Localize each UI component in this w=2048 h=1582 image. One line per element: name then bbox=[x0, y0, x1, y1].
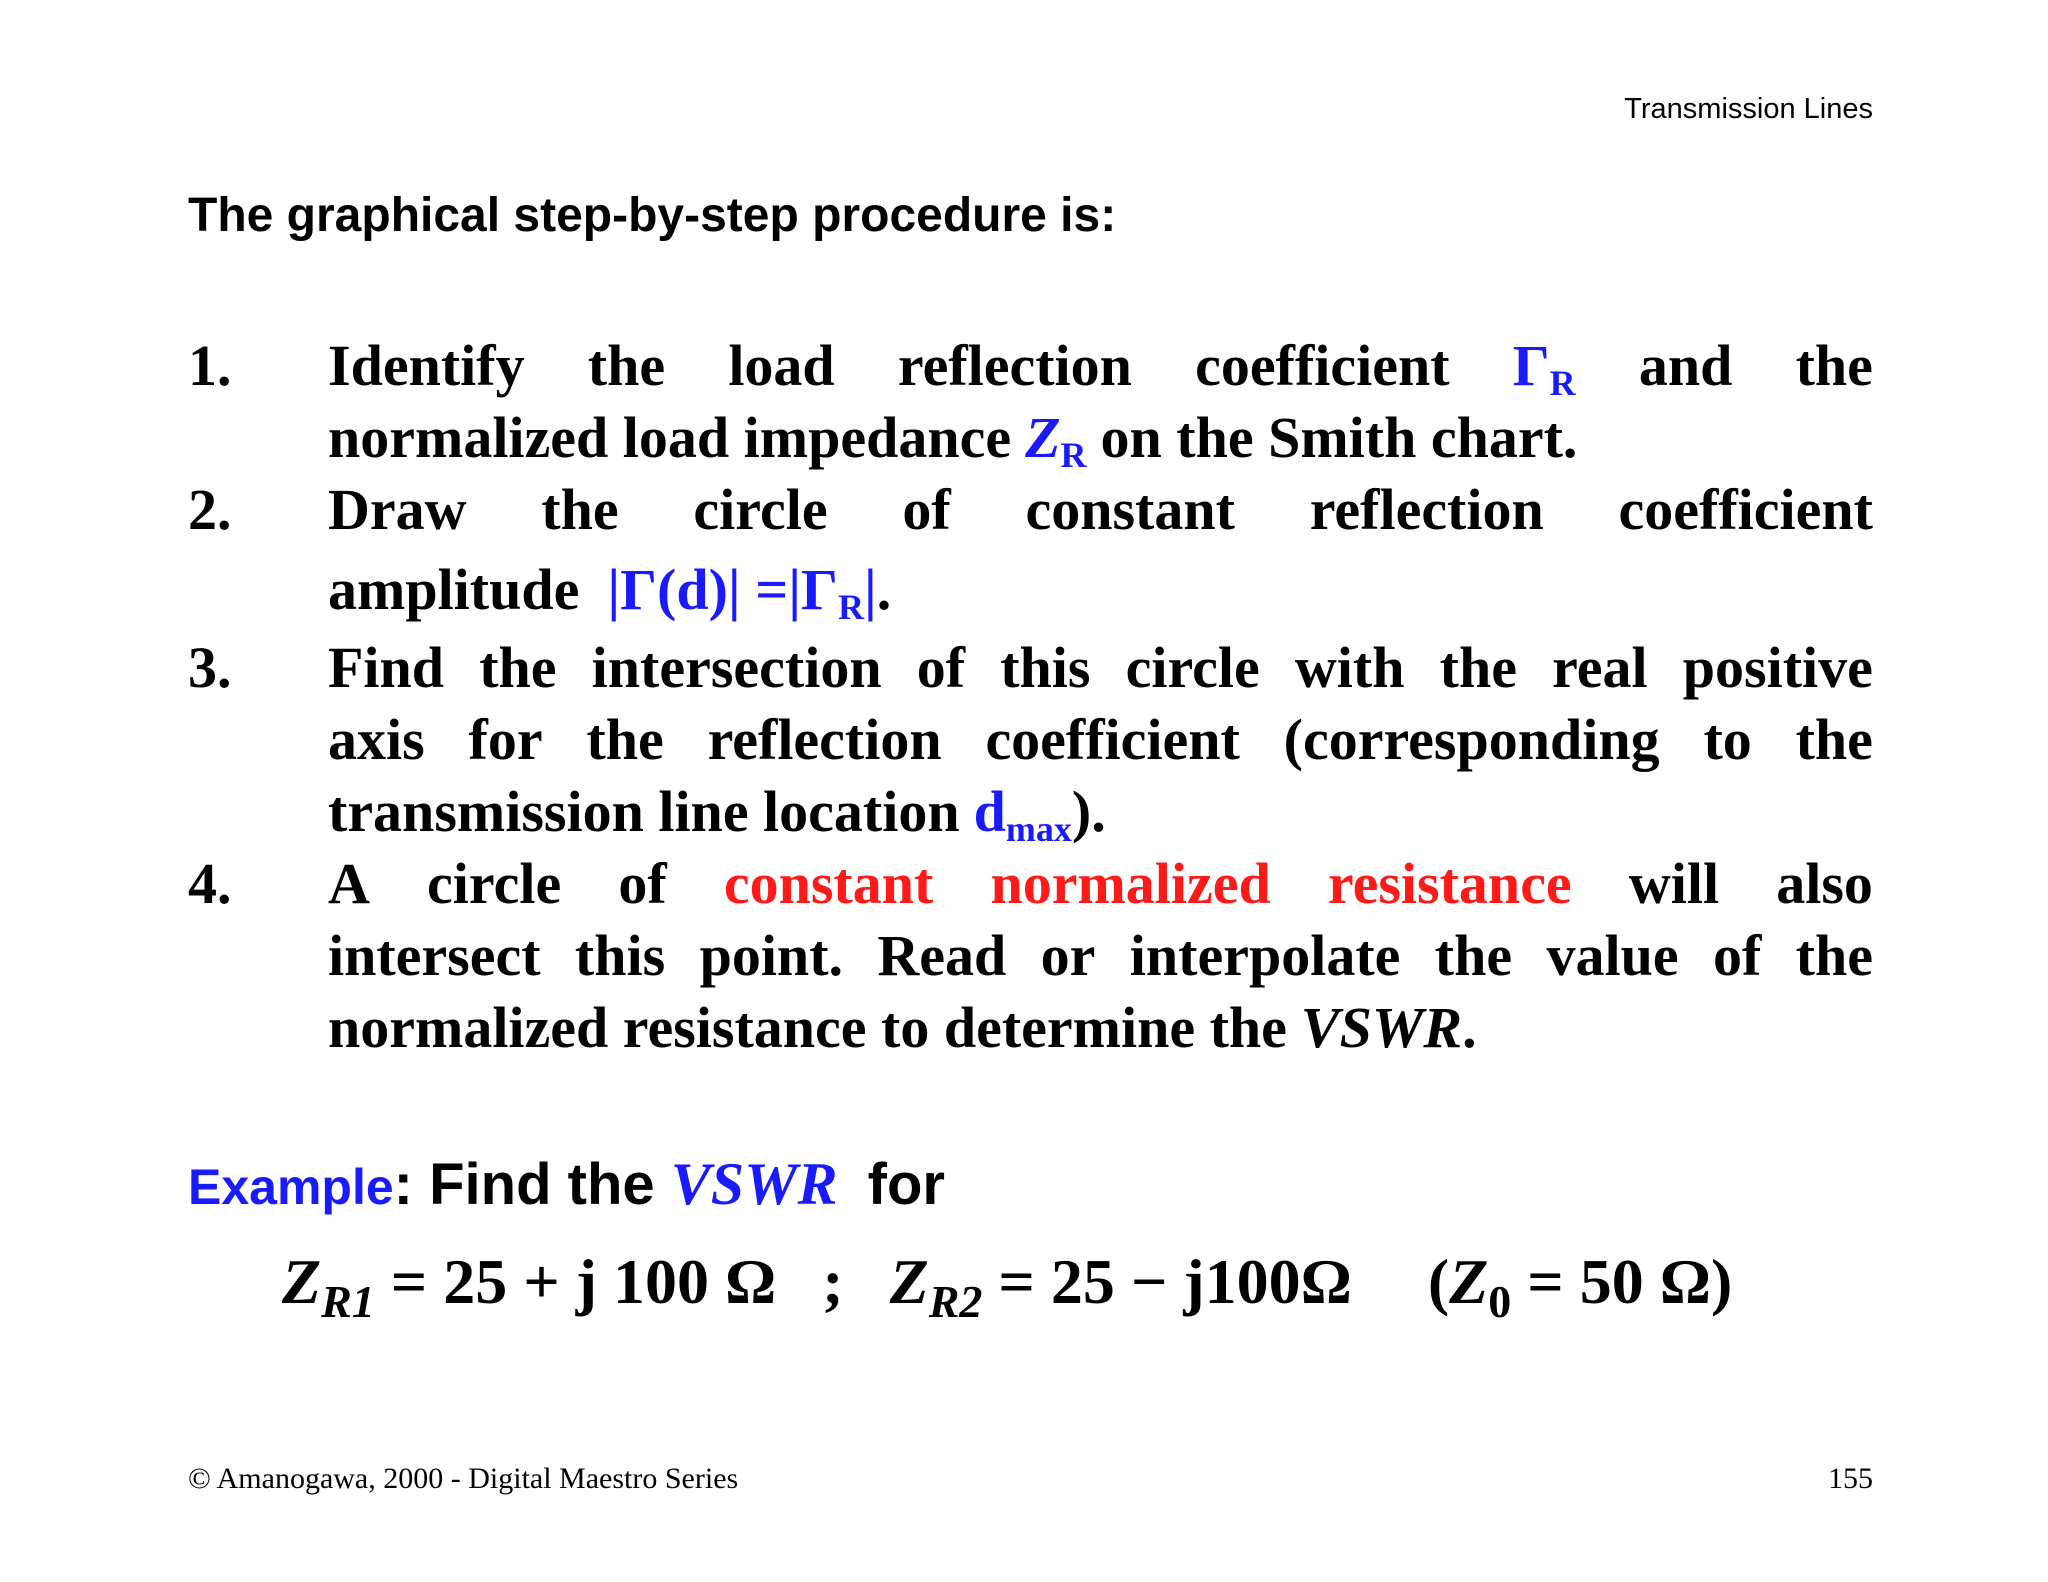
z-symbol: Z bbox=[1449, 1246, 1489, 1317]
highlight-word: resistance bbox=[1327, 851, 1572, 916]
word: the bbox=[586, 707, 664, 772]
word: of bbox=[618, 851, 667, 916]
step-line bbox=[328, 848, 1873, 920]
word: Read bbox=[877, 923, 1007, 988]
z-subscript: R1 bbox=[321, 1276, 375, 1327]
word: or bbox=[1040, 923, 1096, 988]
z-subscript: 0 bbox=[1488, 1276, 1512, 1327]
subscript: R bbox=[837, 587, 864, 627]
formula-value: = 25 − j100Ω bbox=[998, 1246, 1352, 1317]
step-line bbox=[328, 548, 1873, 632]
word: reflection bbox=[1309, 477, 1544, 542]
z-symbol: Z bbox=[282, 1246, 322, 1317]
step-line bbox=[328, 632, 1873, 704]
step-number: 1. bbox=[188, 333, 232, 398]
step-line bbox=[328, 704, 1873, 776]
header-title: Transmission Lines bbox=[1624, 93, 1873, 125]
step-line bbox=[328, 402, 1873, 474]
word: to bbox=[1703, 707, 1752, 772]
word: the bbox=[1795, 333, 1873, 398]
word: reflection bbox=[707, 707, 942, 772]
word: real bbox=[1552, 635, 1648, 700]
z-letter: Z bbox=[1025, 405, 1061, 470]
vswr-term bbox=[1301, 992, 1477, 1064]
word: for bbox=[468, 707, 543, 772]
step-line bbox=[328, 474, 1873, 546]
gamma-amplitude-expression bbox=[607, 548, 891, 632]
word: value bbox=[1546, 923, 1679, 988]
text-run: amplitude bbox=[328, 557, 580, 622]
word: will bbox=[1628, 851, 1720, 916]
text-run: on the Smith chart. bbox=[1100, 405, 1578, 470]
period: . bbox=[1462, 995, 1477, 1060]
close-paren: ). bbox=[1071, 779, 1106, 844]
example-heading bbox=[188, 1150, 945, 1219]
step-2 bbox=[188, 474, 1873, 632]
step-line bbox=[328, 992, 1873, 1064]
example-text: Find the bbox=[429, 1152, 655, 1217]
z-symbol: Z bbox=[889, 1246, 929, 1317]
intro-heading: The graphical step-by-step procedure is: bbox=[188, 189, 1117, 242]
footer-page-number: 155 bbox=[1828, 1462, 1873, 1495]
word: Find bbox=[328, 635, 445, 700]
zr-symbol bbox=[1025, 402, 1086, 474]
word: circle bbox=[427, 851, 562, 916]
step-4 bbox=[188, 848, 1873, 1064]
step-text bbox=[328, 848, 1873, 1064]
formula-value: = 50 Ω) bbox=[1527, 1246, 1733, 1317]
impedance-formula bbox=[282, 1245, 1733, 1327]
word: of bbox=[902, 477, 951, 542]
word: intersection bbox=[591, 635, 882, 700]
word: coefficient bbox=[1195, 333, 1450, 398]
step-line bbox=[328, 330, 1873, 402]
word: this bbox=[574, 923, 666, 988]
word: the bbox=[1795, 707, 1873, 772]
word: the bbox=[479, 635, 557, 700]
word: this bbox=[1000, 635, 1091, 700]
word: the bbox=[1434, 923, 1513, 988]
steps-list bbox=[188, 330, 1873, 1064]
step-line bbox=[328, 920, 1873, 992]
example-vswr: VSWR bbox=[670, 1151, 838, 1217]
word: and bbox=[1638, 333, 1733, 398]
word: of bbox=[916, 635, 966, 700]
word: the bbox=[1795, 923, 1873, 988]
text-run: normalized resistance to determine the bbox=[328, 995, 1287, 1060]
word: constant bbox=[1025, 477, 1235, 542]
gamma-letter: Γ bbox=[1512, 333, 1550, 398]
d-letter: d bbox=[973, 779, 1006, 844]
word: the bbox=[587, 333, 666, 398]
word: coefficient bbox=[1618, 477, 1873, 542]
word: intersect bbox=[328, 923, 541, 988]
subscript: R bbox=[1549, 363, 1576, 403]
expr-text: |Γ(d)| =|Γ bbox=[607, 557, 838, 622]
text-run: normalized load impedance bbox=[328, 405, 1012, 470]
word: circle bbox=[1125, 635, 1260, 700]
step-number: 4. bbox=[188, 851, 232, 916]
word: Identify bbox=[328, 333, 525, 398]
formula-paren: ( bbox=[1427, 1246, 1450, 1317]
word: point. bbox=[699, 923, 844, 988]
word: reflection bbox=[897, 333, 1132, 398]
word: the bbox=[541, 477, 619, 542]
example-text: for bbox=[867, 1152, 945, 1217]
step-number: 2. bbox=[188, 477, 232, 542]
subscript: max bbox=[1005, 809, 1072, 849]
step-3 bbox=[188, 632, 1873, 848]
word: coefficient bbox=[985, 707, 1240, 772]
footer-copyright: © Amanogawa, 2000 - Digital Maestro Series bbox=[188, 1462, 739, 1495]
text-run: transmission line location bbox=[328, 779, 960, 844]
step-1 bbox=[188, 330, 1873, 474]
step-text bbox=[328, 632, 1873, 848]
word: of bbox=[1712, 923, 1762, 988]
word: axis bbox=[328, 707, 425, 772]
step-number: 3. bbox=[188, 635, 232, 700]
word: also bbox=[1776, 851, 1873, 916]
period: . bbox=[876, 557, 892, 622]
step-text bbox=[328, 330, 1873, 474]
highlight-word: constant bbox=[723, 851, 934, 916]
z-subscript: R2 bbox=[928, 1276, 983, 1327]
subscript: R bbox=[1060, 435, 1087, 475]
dmax-symbol bbox=[974, 776, 1106, 848]
word: with bbox=[1294, 635, 1405, 700]
word: A bbox=[328, 851, 370, 916]
vswr-italic: VSWR bbox=[1300, 995, 1463, 1060]
word: load bbox=[728, 333, 835, 398]
expr-close: | bbox=[863, 557, 877, 622]
word: Draw bbox=[328, 477, 467, 542]
example-label: Example bbox=[188, 1159, 394, 1215]
word: positive bbox=[1682, 635, 1873, 700]
highlight-word: normalized bbox=[990, 851, 1271, 916]
step-line bbox=[328, 776, 1873, 848]
formula-value: = 25 + j 100 Ω bbox=[390, 1246, 777, 1317]
word: interpolate bbox=[1129, 923, 1401, 988]
word: (corresponding bbox=[1283, 707, 1660, 772]
formula-separator: ; bbox=[822, 1246, 844, 1317]
step-text bbox=[328, 474, 1873, 632]
gamma-r-symbol bbox=[1513, 330, 1576, 402]
word: circle bbox=[693, 477, 828, 542]
example-colon: : bbox=[393, 1152, 413, 1217]
word: the bbox=[1439, 635, 1517, 700]
